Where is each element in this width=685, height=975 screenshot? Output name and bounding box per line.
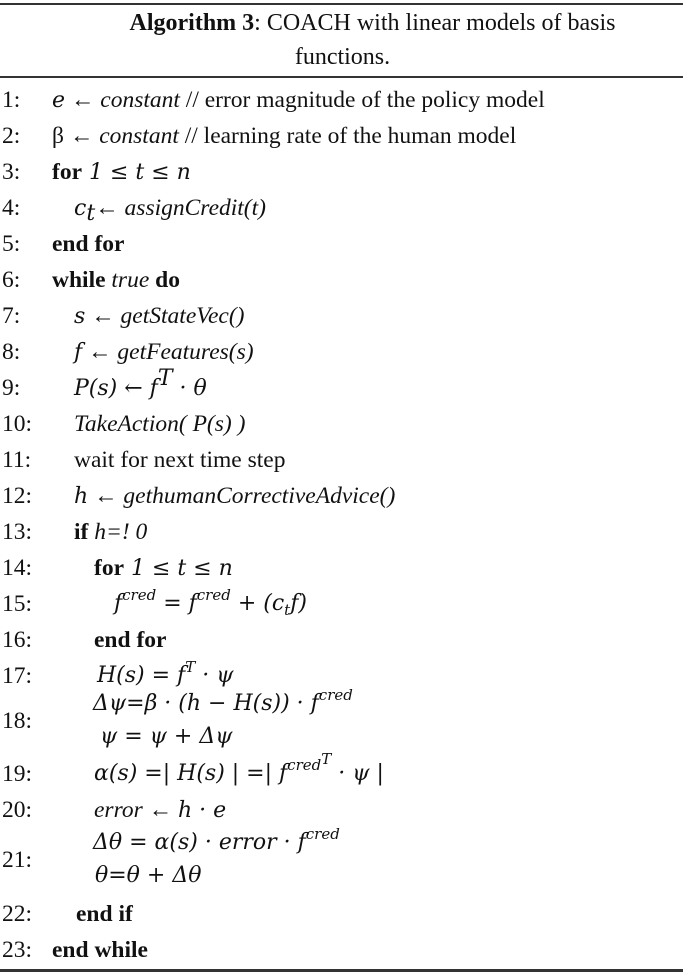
line-number: 17: bbox=[2, 663, 33, 689]
algorithm-caption bbox=[0, 6, 685, 74]
line-number: 21: bbox=[2, 847, 33, 873]
line-number: 6: bbox=[2, 267, 21, 293]
expression: f) bbox=[290, 591, 307, 616]
line-number: 5: bbox=[2, 231, 21, 257]
keyword: for bbox=[52, 159, 83, 185]
superscript: cred bbox=[318, 686, 353, 704]
keyword: end while bbox=[52, 937, 148, 963]
superscript: cred bbox=[305, 825, 340, 843]
superscript: cred bbox=[287, 756, 322, 774]
expression: Δψ=β · (h − H(s)) · f bbox=[93, 691, 319, 716]
assign-arrow: ← bbox=[88, 483, 124, 509]
comment: // learning rate of the human model bbox=[178, 123, 517, 149]
caption-text-1: : COACH with linear models of basis bbox=[254, 10, 616, 36]
value: gethumanCorrectiveAdvice() bbox=[123, 483, 396, 509]
keyword: end if bbox=[76, 901, 133, 927]
caption-text-2: functions. bbox=[294, 44, 391, 70]
line-number: 20: bbox=[2, 797, 33, 823]
line-number: 10: bbox=[2, 411, 33, 437]
caption-label: Algorithm 3 bbox=[129, 10, 255, 36]
expression: P(s) ← f bbox=[74, 376, 158, 401]
caption-rule bbox=[0, 76, 683, 78]
line-number: 14: bbox=[2, 555, 33, 581]
expression: θ=θ + Δθ bbox=[95, 863, 202, 888]
var: s bbox=[74, 304, 86, 329]
value: constant bbox=[100, 87, 180, 113]
expression: α(s) =| H(s) | =| f bbox=[94, 761, 288, 786]
value: assignCredit(t) bbox=[124, 195, 266, 221]
keyword: if bbox=[74, 519, 89, 545]
line-number: 4: bbox=[2, 195, 21, 221]
value: constant bbox=[99, 123, 179, 149]
assign-arrow: ← bbox=[63, 123, 100, 149]
var: e bbox=[52, 88, 66, 113]
line-number: 22: bbox=[2, 901, 33, 927]
line-number: 2: bbox=[2, 123, 21, 149]
expression: h · e bbox=[178, 798, 227, 823]
line-number: 19: bbox=[2, 761, 33, 787]
line-number: 23: bbox=[2, 937, 33, 963]
condition: h=! 0 bbox=[94, 519, 148, 545]
function-call: TakeAction( P(s) ) bbox=[74, 411, 246, 437]
line-number: 9: bbox=[2, 375, 21, 401]
line-number: 15: bbox=[2, 591, 33, 617]
line-number: 16: bbox=[2, 627, 33, 653]
line-number: 7: bbox=[2, 303, 21, 329]
superscript: T bbox=[157, 366, 173, 391]
var: h bbox=[74, 484, 89, 509]
expression: = f bbox=[156, 591, 197, 616]
var: f bbox=[114, 591, 123, 616]
top-rule bbox=[0, 3, 683, 5]
var: f bbox=[74, 340, 83, 365]
line-number: 13: bbox=[2, 519, 33, 545]
superscript: T bbox=[321, 750, 332, 768]
var: β bbox=[52, 123, 64, 149]
keyword: do bbox=[155, 267, 180, 293]
expression: H(s) = f bbox=[97, 663, 186, 688]
line-number: 11: bbox=[2, 447, 32, 473]
line-number: 3: bbox=[2, 159, 21, 185]
expression: 1 ≤ t ≤ n bbox=[124, 556, 233, 581]
expression: 1 ≤ t ≤ n bbox=[82, 160, 191, 185]
var: c bbox=[74, 196, 87, 221]
expression: Δθ = α(s) · error · f bbox=[93, 830, 306, 855]
expression: · ψ | bbox=[331, 761, 384, 786]
expression: · θ bbox=[172, 376, 207, 401]
line-number: 1: bbox=[2, 87, 21, 113]
expression: · ψ bbox=[195, 663, 234, 688]
statement: wait for next time step bbox=[74, 447, 286, 473]
keyword: for bbox=[94, 555, 125, 581]
superscript: T bbox=[185, 658, 196, 676]
keyword: end for bbox=[52, 231, 125, 257]
expression: + (c bbox=[230, 591, 285, 616]
superscript: cred bbox=[122, 586, 157, 604]
comment: // error magnitude of the policy model bbox=[179, 87, 545, 113]
line-number: 12: bbox=[2, 483, 33, 509]
var: error bbox=[94, 797, 143, 823]
line-number: 18: bbox=[2, 708, 33, 734]
expression: ψ = ψ + Δψ bbox=[100, 724, 233, 749]
value: getFeatures(s) bbox=[117, 339, 254, 365]
assign-arrow: ← bbox=[65, 87, 101, 113]
keyword: while bbox=[52, 267, 106, 293]
assign-arrow: ← bbox=[82, 339, 118, 365]
assign-arrow: ← bbox=[95, 195, 125, 221]
condition: true bbox=[111, 267, 150, 293]
assign-arrow: ← bbox=[85, 303, 121, 329]
subscript: t bbox=[86, 201, 96, 226]
subscript: t bbox=[284, 601, 291, 619]
assign-arrow: ← bbox=[142, 797, 178, 823]
line-number: 8: bbox=[2, 339, 21, 365]
keyword: end for bbox=[94, 627, 167, 653]
value: getStateVec() bbox=[120, 303, 245, 329]
superscript: cred bbox=[196, 586, 231, 604]
bottom-rule bbox=[0, 969, 683, 972]
